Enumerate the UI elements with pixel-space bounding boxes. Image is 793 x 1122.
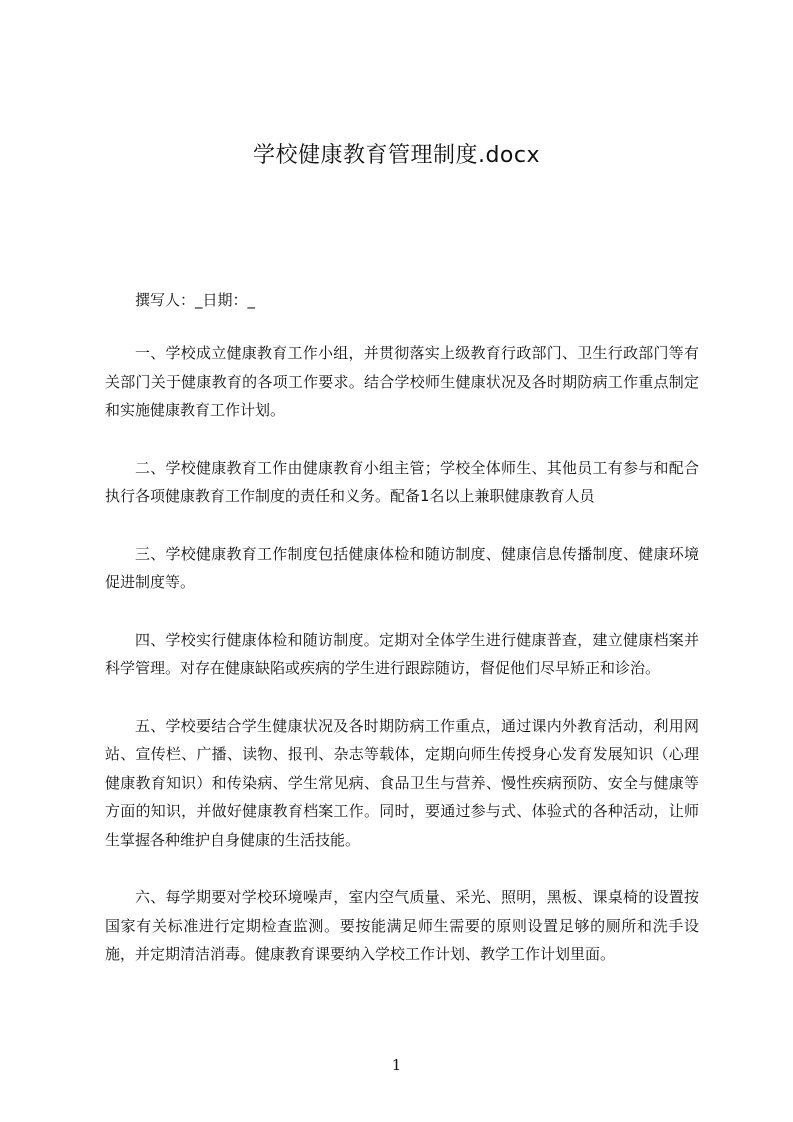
paragraph-6: 六、每学期要对学校环境噪声，室内空气质量、采光、照明，黑板、课桌椅的设置按国家有关标准进行定期检查监测。要按能满足师生需要的原则设置足够的厕所和洗手设施，并定期清洁消毒。健康教育课要纳入学校工作计划、教学工作计划里面。	[105, 888, 699, 963]
document-title: 学校健康教育管理制度.docx	[252, 143, 541, 168]
page-number: 1	[391, 1056, 402, 1074]
paragraph-2: 二、学校健康教育工作由健康教育小组主管；学校全体师生、其他员工有参与和配合执行各项健康教育工作制度的责任和义务。配备1名以上兼职健康教育人员	[105, 458, 699, 505]
author-date-line: 撰写人：_日期：_	[135, 291, 256, 309]
paragraph-3: 三、学校健康教育工作制度包括健康体检和随访制度、健康信息传播制度、健康环境促进制度等。	[105, 544, 699, 591]
paragraph-4: 四、学校实行健康体检和随访制度。定期对全体学生进行健康普查，建立健康档案并科学管理。对存在健康缺陷或疾病的学生进行跟踪随访，督促他们尽早矫正和诊治。	[105, 630, 699, 677]
paragraph-5: 五、学校要结合学生健康状况及各时期防病工作重点，通过课内外教育活动，利用网站、宣传栏、广播、读物、报刊、杂志等载体，定期向师生传授身心发育发展知识（心理健康教育知识）和传染病、学生常见病、食品卫生与营养、慢性疾病预防、安全与健康等方面的知识，并做好健康教育档案工作。同时，要通过参与式、体验式的各种活动，让师生掌握各种维护自身健康的生活技能。	[105, 716, 699, 849]
document-body	[105, 286, 699, 998]
paragraph-1: 一、学校成立健康教育工作小组，并贯彻落实上级教育行政部门、卫生行政部门等有关部门关于健康教育的各项工作要求。结合学校师生健康状况及各时期防病工作重点制定和实施健康教育工作计划。	[105, 344, 699, 419]
